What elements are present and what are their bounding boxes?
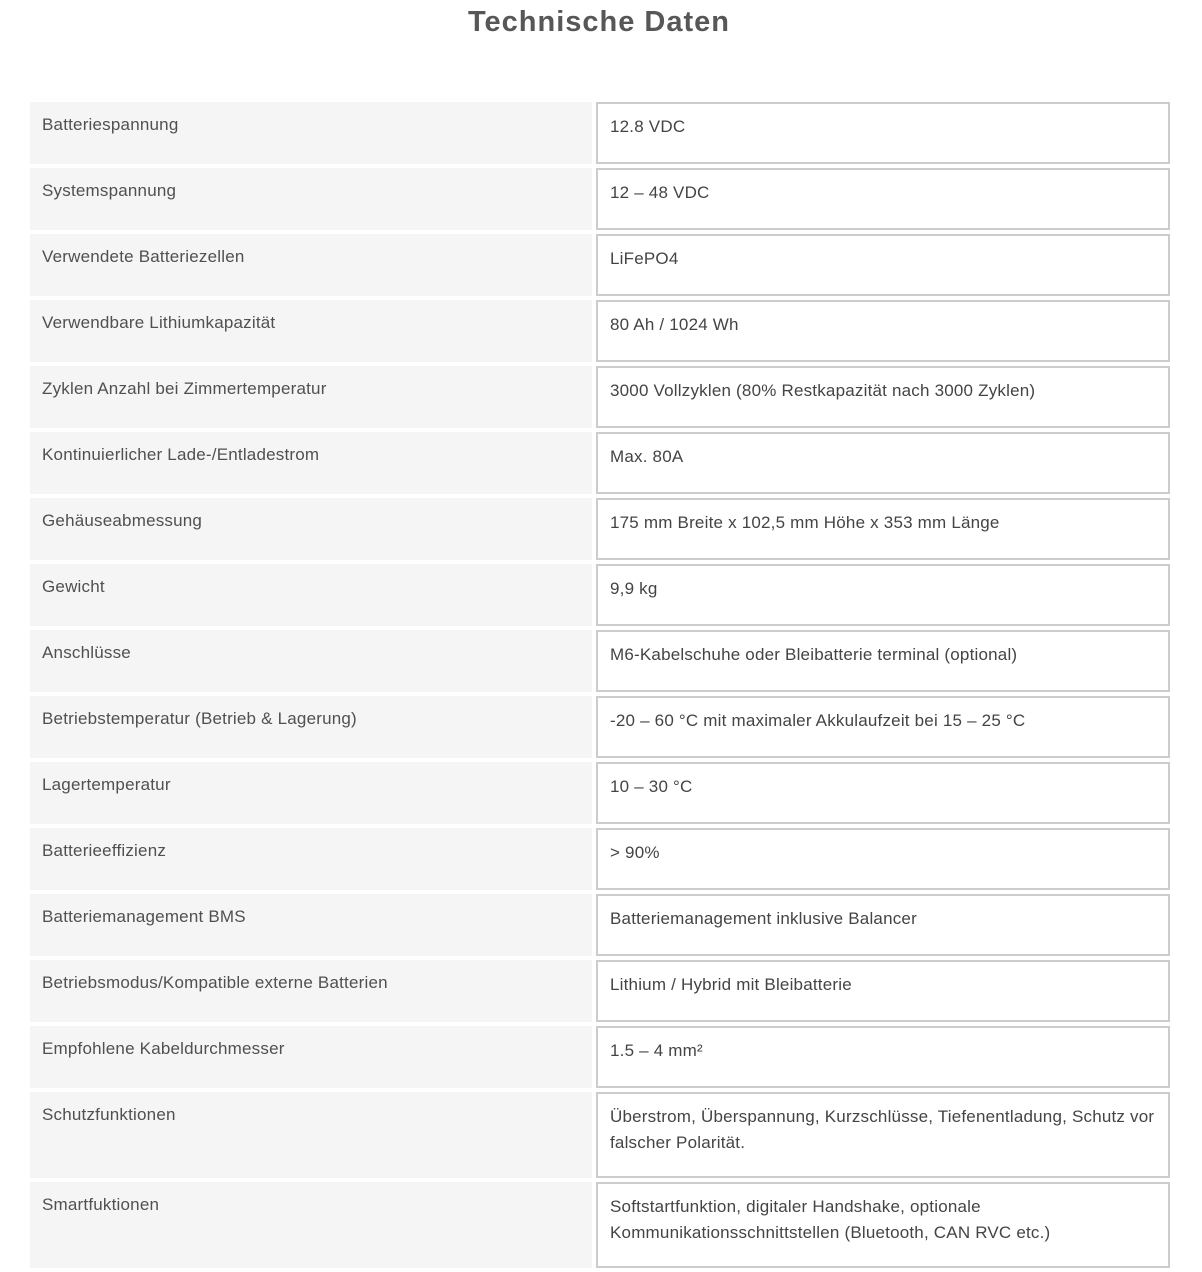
table-row	[30, 234, 1170, 296]
table-row	[30, 1182, 1170, 1268]
spec-label: Kontinuierlicher Lade-/Entladestrom	[30, 432, 596, 494]
spec-value: Überstrom, Überspannung, Kurzschlüsse, Tiefenentladung, Schutz vor falscher Polarität.	[596, 1092, 1170, 1178]
table-row	[30, 300, 1170, 362]
table-row	[30, 498, 1170, 560]
spec-value: Softstartfunktion, digitaler Handshake, optionale Kommunikationsschnittstellen (Bluetooth, CAN RVC etc.)	[596, 1182, 1170, 1268]
spec-label: Verwendete Batteriezellen	[30, 234, 596, 296]
spec-value: Batteriemanagement inklusive Balancer	[596, 894, 1170, 956]
table-row	[30, 630, 1170, 692]
spec-value: M6-Kabelschuhe oder Bleibatterie terminal (optional)	[596, 630, 1170, 692]
spec-table	[30, 98, 1170, 1272]
table-row	[30, 168, 1170, 230]
spec-label: Betriebstemperatur (Betrieb & Lagerung)	[30, 696, 596, 758]
spec-value: 12.8 VDC	[596, 102, 1170, 164]
table-row	[30, 366, 1170, 428]
spec-label: Zyklen Anzahl bei Zimmertemperatur	[30, 366, 596, 428]
spec-label: Batterieeffizienz	[30, 828, 596, 890]
table-row	[30, 432, 1170, 494]
spec-label: Schutzfunktionen	[30, 1092, 596, 1178]
spec-value: 80 Ah / 1024 Wh	[596, 300, 1170, 362]
table-row	[30, 696, 1170, 758]
spec-label: Systemspannung	[30, 168, 596, 230]
table-row	[30, 894, 1170, 956]
spec-value: 3000 Vollzyklen (80% Restkapazität nach 3000 Zyklen)	[596, 366, 1170, 428]
spec-value: 175 mm Breite x 102,5 mm Höhe x 353 mm Länge	[596, 498, 1170, 560]
spec-label: Gewicht	[30, 564, 596, 626]
spec-label: Gehäuseabmessung	[30, 498, 596, 560]
spec-value: > 90%	[596, 828, 1170, 890]
page-title: Technische Daten	[467, 6, 731, 38]
table-row	[30, 960, 1170, 1022]
spec-value: -20 – 60 °C mit maximaler Akkulaufzeit bei 15 – 25 °C	[596, 696, 1170, 758]
spec-value: Lithium / Hybrid mit Bleibatterie	[596, 960, 1170, 1022]
table-row	[30, 1026, 1170, 1088]
spec-value: LiFePO4	[596, 234, 1170, 296]
table-row	[30, 828, 1170, 890]
spec-label: Verwendbare Lithiumkapazität	[30, 300, 596, 362]
table-row	[30, 564, 1170, 626]
spec-value: 9,9 kg	[596, 564, 1170, 626]
spec-value: Max. 80A	[596, 432, 1170, 494]
spec-label: Empfohlene Kabeldurchmesser	[30, 1026, 596, 1088]
table-row	[30, 1092, 1170, 1178]
spec-label: Smartfuktionen	[30, 1182, 596, 1268]
spec-label: Batteriemanagement BMS	[30, 894, 596, 956]
spec-value: 12 – 48 VDC	[596, 168, 1170, 230]
spec-value: 10 – 30 °C	[596, 762, 1170, 824]
spec-label: Anschlüsse	[30, 630, 596, 692]
spec-label: Lagertemperatur	[30, 762, 596, 824]
spec-label: Betriebsmodus/Kompatible externe Batterien	[30, 960, 596, 1022]
table-row	[30, 762, 1170, 824]
spec-value: 1.5 – 4 mm²	[596, 1026, 1170, 1088]
spec-label: Batteriespannung	[30, 102, 596, 164]
table-row	[30, 102, 1170, 164]
